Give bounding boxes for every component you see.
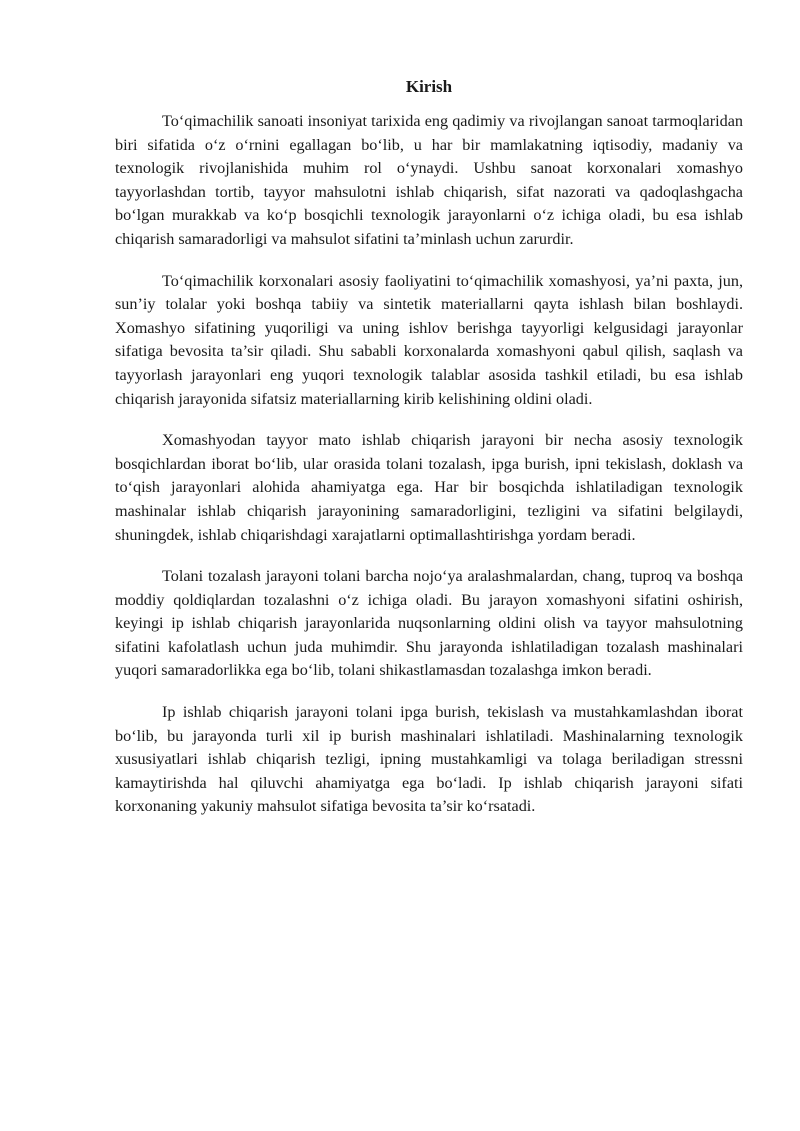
paragraph-2: To‘qimachilik korxonalari asosiy faoliyatini to‘qimachilik xomashyosi, ya’ni paxta, jun, sun’iy tolalar yoki boshqa tabiiy va sintetik materiallarni qayta ishlash bilan boshlaydi. Xomashyo sifatining yuqoriligi va uning ishlov berishga tayyorligi kelgusidagi jarayonlar sifatiga bevosita ta’sir qiladi. Shu sababli korxonalarda xomashyoni qabul qilish, saqlash va tayyorlash jarayonlari eng yuqori texnologik talablar asosida tashkil etiladi, bu esa ishlab chiqarish jarayonida sifatsiz materiallarning kirib kelishining oldini oladi. (115, 271, 743, 408)
paragraph-4: Tolani tozalash jarayoni tolani barcha nojo‘ya aralashmalardan, chang, tuproq va boshqa moddiy qoldiqlardan tozalashni o‘z ichiga oladi. Bu jarayon xomashyoni sifatini oshirish, keyingi ip ishlab chiqarish jarayonlarida nuqsonlarning oldini olish va tayyor mahsulotning sifatini kafolatlash uchun juda muhimdir. Shu jarayonda ishlatiladigan tozalash mashinalari yuqori samaradorlikka ega bo‘lib, tolani shikastlamasdan tozalashga imkon beradi. (115, 567, 743, 680)
document-title: Kirish (405, 77, 453, 96)
paragraph-1: To‘qimachilik sanoati insoniyat tarixida eng qadimiy va rivojlangan sanoat tarmoqlaridan biri sifatida o‘z o‘rnini egallagan bo‘lib, u har bir mamlakatning iqtisodiy, madaniy va texnologik rivojlanishida muhim rol o‘ynaydi. Ushbu sanoat korxonalari xomashyo tayyorlashdan tortib, tayyor mahsulotni ishlab chiqarish, sifat nazorati va qadoqlashgacha bo‘lgan murakkab va ko‘p bosqichli texnologik jarayonlarni o‘z ichiga oladi, bu esa ishlab chiqarish samaradorligi va mahsulot sifatini ta’minlash uchun zarurdir. (115, 112, 743, 248)
paragraph-3: Xomashyodan tayyor mato ishlab chiqarish jarayoni bir necha asosiy texnologik bosqichlardan iborat bo‘lib, ular orasida tolani tozalash, ipga burish, ipni tekislash, doklash va to‘qish jarayonlari alohida ahamiyatga ega. Har bir bosqichda ishlatiladigan texnologik mashinalar ishlab chiqarish jarayonining samaradorligini, tezligini va sifatini belgilaydi, shuningdek, ishlab chiqarishdagi xarajatlarni optimallashtirishga yordam beradi. (115, 431, 743, 544)
paragraph-5: Ip ishlab chiqarish jarayoni tolani ipga burish, tekislash va mustahkamlashdan iborat bo‘lib, bu jarayonda turli xil ip burish mashinalari ishlatiladi. Mashinalarning texnologik xususiyatlari ishlab chiqarish tezligi, ipning mustahkamligi va tolaga beriladigan stressni kamaytirishda hal qiluvchi ahamiyatga ega bo‘ladi. Ip ishlab chiqarish jarayoni sifati korxonaning yakuniy mahsulot sifatiga bevosita ta’sir ko‘rsatadi. (115, 703, 743, 816)
